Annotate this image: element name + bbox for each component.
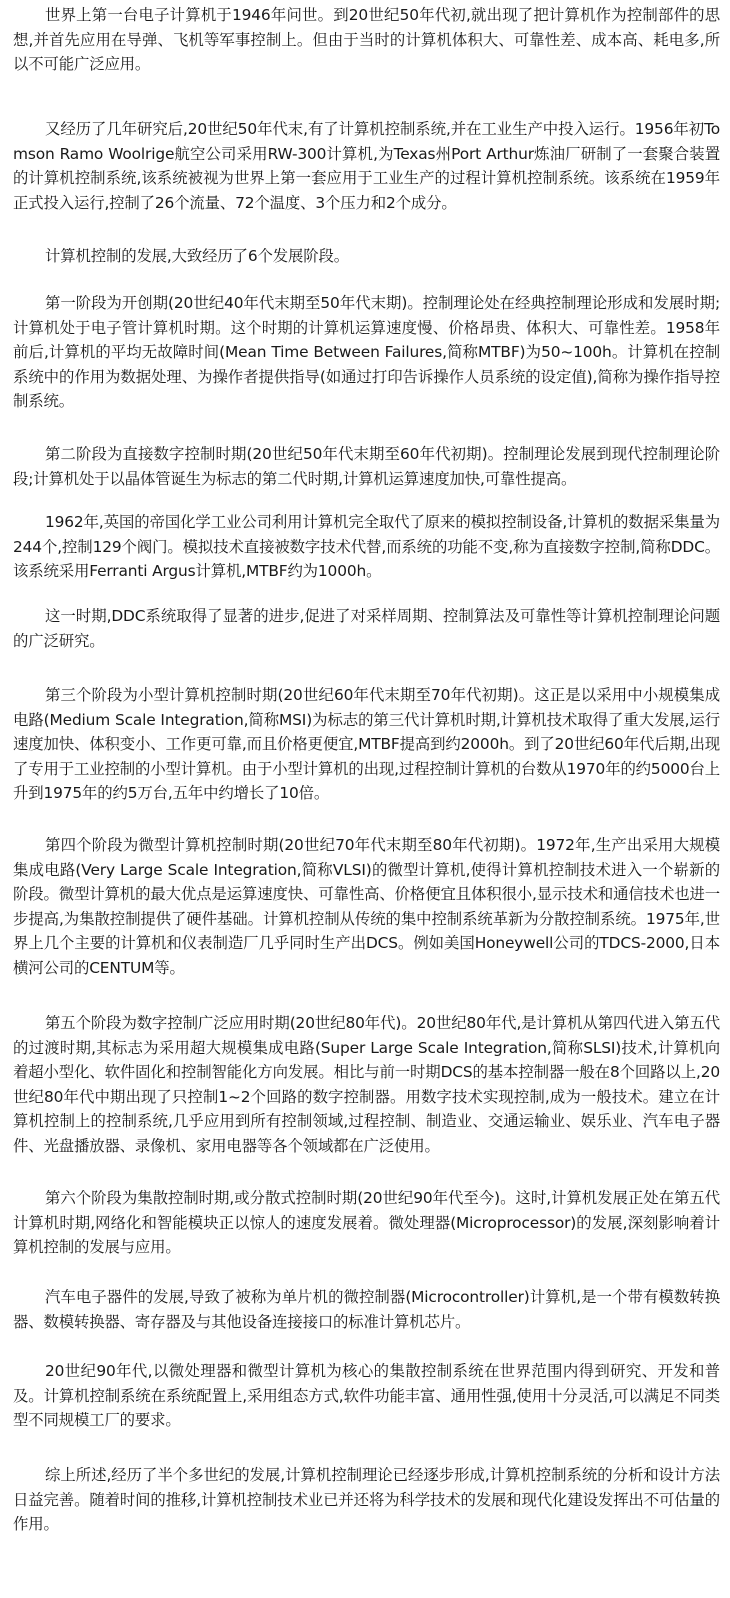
paragraph-microcontroller: 汽车电子器件的发展,导致了被称为单片机的微控制器(Microcontroller)计算机,是一个带有模数转换器、数模转换器、寄存器及与其他设备连接接口的标准计算机芯片。 xyxy=(13,1288,720,1331)
paragraph-six-stages-intro: 计算机控制的发展,大致经历了6个发展阶段。 xyxy=(45,247,349,265)
paragraph-conclusion: 综上所述,经历了半个多世纪的发展,计算机控制理论已经逐步形成,计算机控制系统的分析和设计方法日益完善。随着时间的推移,计算机控制技术业已并还将为科学技术的发展和现代化建设发挥出不可估量的作用。 xyxy=(13,1466,720,1534)
paragraph-first-control-system: 又经历了几年研究后,20世纪50年代末,有了计算机控制系统,并在工业生产中投入运行。1956年初Tomson Ramo Woolrige航空公司采用RW-300计算机,为Texas州Port Arthur炼油厂研制了一套聚合装置的计算机控制系统,该系统被视为世界上第一套应用于工业生产的过程计算机控制系统。该系统在1959年正式投入运行,控制了26个流量、72个温度、3个压力和2个成分。 xyxy=(13,120,720,212)
paragraph-ddc-progress: 这一时期,DDC系统取得了显著的进步,促进了对采样周期、控制算法及可靠性等计算机控制理论问题的广泛研究。 xyxy=(13,607,720,650)
paragraph-stage-2: 第二阶段为直接数字控制时期(20世纪50年代末期至60年代初期)。控制理论发展到现代控制理论阶段;计算机处于以晶体管诞生为标志的第二代时期,计算机运算速度加快,可靠性提高。 xyxy=(13,445,720,488)
paragraph-1990s-dcs: 20世纪90年代,以微处理器和微型计算机为核心的集散控制系统在世界范围内得到研究、开发和普及。计算机控制系统在系统配置上,采用组态方式,软件功能丰富、通用性强,使用十分灵活,可以满足不同类型不同规模工厂的要求。 xyxy=(13,1362,720,1430)
paragraph-stage-1: 第一阶段为开创期(20世纪40年代末期至50年代末期)。控制理论处在经典控制理论形成和发展时期;计算机处于电子管计算机时期。这个时期的计算机运算速度慢、价格昂贵、体积大、可靠性差。1958年前后,计算机的平均无故障时间(Mean Time Between Failures,简称MTBF)为50~100h。计算机在控制系统中的作用为数据处理、为操作者提供指导(如通过打印告诉操作人员系统的设定值),简称为操作指导控制系统。 xyxy=(13,294,720,411)
paragraph-first-computer: 世界上第一台电子计算机于1946年问世。到20世纪50年代初,就出现了把计算机作为控制部件的思想,并首先应用在导弹、飞机等军事控制上。但由于当时的计算机体积大、可靠性差、成本高、耗电多,所以不可能广泛应用。 xyxy=(13,6,720,74)
paragraph-stage-5: 第五个阶段为数字控制广泛应用时期(20世纪80年代)。20世纪80年代,是计算机从第四代进入第五代的过渡时期,其标志为采用超大规模集成电路(Super Large Scale Integration,简称SLSI)技术,计算机向着超小型化、软件固化和控制智能化方向发展。相比与前一时期DCS的基本控制器一般在8个回路以上,20世纪80年代中期出现了只控制1~2个回路的数字控制器。用数字技术实现控制,成为一般技术。建立在计算机控制上的控制系统,几乎应用到所有控制领域,过程控制、制造业、交通运输业、娱乐业、汽车电子器件、光盘播放器、录像机、家用电器等各个领域都在广泛使用。 xyxy=(13,1014,720,1155)
paragraph-stage-4: 第四个阶段为微型计算机控制时期(20世纪70年代末期至80年代初期)。1972年,生产出采用大规模集成电路(Very Large Scale Integration,简称VLSI)的微型计算机,使得计算机控制技术进入一个崭新的阶段。微型计算机的最大优点是运算速度快、可靠性高、价格便宜且体积很小,显示技术和通信技术也进一步提高,为集散控制提供了硬件基础。计算机控制从传统的集中控制系统革新为分散控制系统。1975年,世界上几个主要的计算机和仪表制造厂几乎同时生产出DCS。例如美国Honeywell公司的TDCS-2000,日本横河公司的CENTUM等。 xyxy=(13,836,720,977)
paragraph-ddc-1962: 1962年,英国的帝国化学工业公司利用计算机完全取代了原来的模拟控制设备,计算机的数据采集量为244个,控制129个阀门。模拟技术直接被数字技术代替,而系统的功能不变,称为直接数字控制,简称DDC。该系统采用Ferranti Argus计算机,MTBF约为1000h。 xyxy=(13,513,720,581)
paragraph-stage-3: 第三个阶段为小型计算机控制时期(20世纪60年代末期至70年代初期)。这正是以采用中小规模集成电路(Medium Scale Integration,简称MSI)为标志的第三代计算机时期,计算机技术取得了重大发展,运行速度加快、体积变小、工作更可靠,而且价格更便宜,MTBF提高到约2000h。到了20世纪60年代后期,出现了专用于工业控制的小型计算机。由于小型计算机的出现,过程控制计算机的台数从1970年的约5000台上升到1975年的约5万台,五年中约增长了10倍。 xyxy=(13,686,720,803)
paragraph-stage-6: 第六个阶段为集散控制时期,或分散式控制时期(20世纪90年代至今)。这时,计算机发展正处在第五代计算机时期,网络化和智能模块正以惊人的速度发展着。微处理器(Microprocessor)的发展,深刻影响着计算机控制的发展与应用。 xyxy=(13,1189,720,1257)
